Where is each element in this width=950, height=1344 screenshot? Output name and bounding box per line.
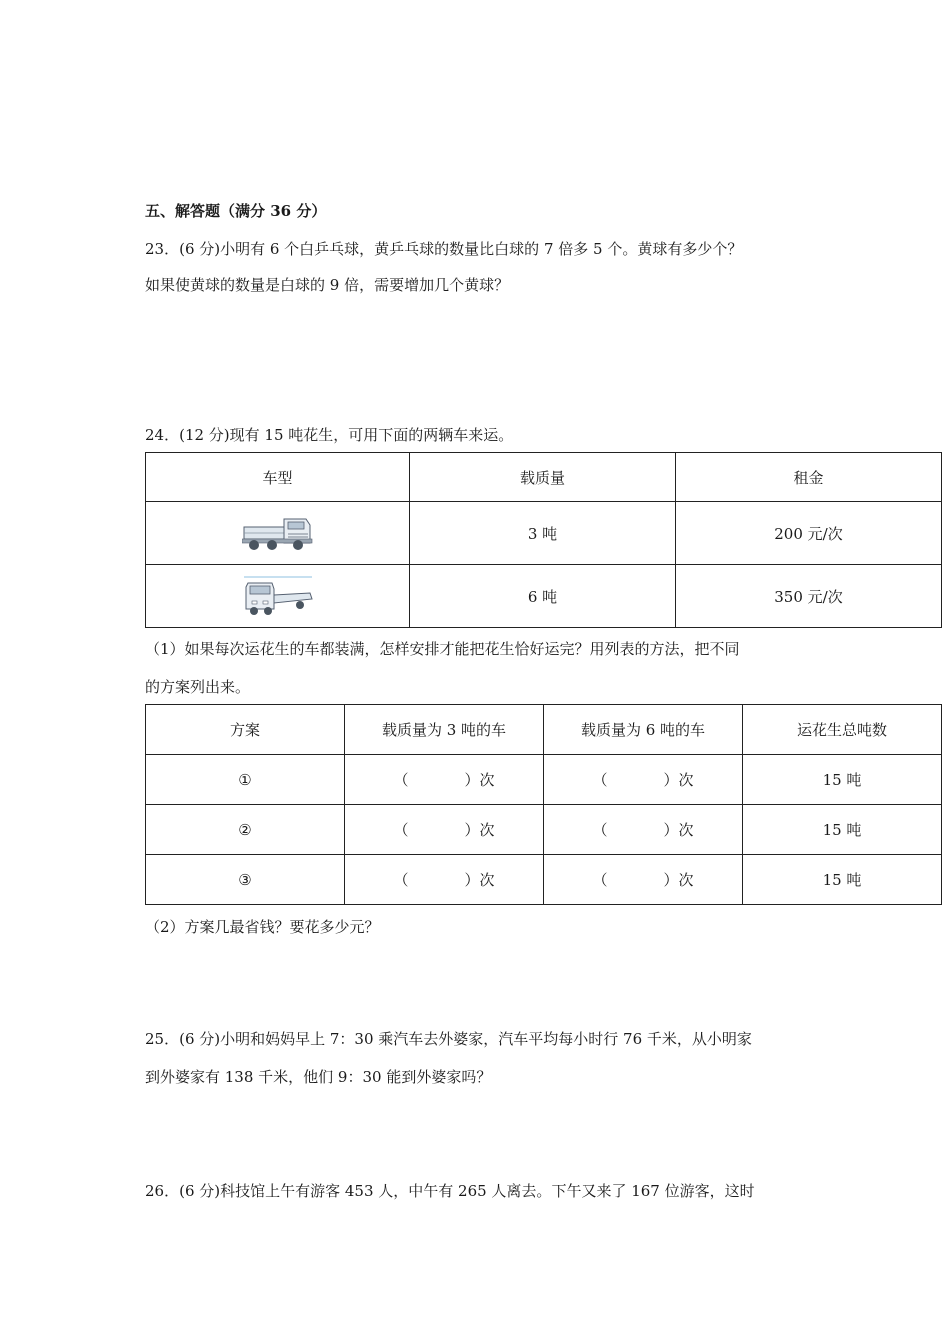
truck-cell [146,565,410,628]
paren-open: （ [393,821,409,839]
rent-cell: 200 元/次 [676,502,942,565]
paren-open: （ [592,771,608,789]
header-cell: 方案 [146,705,345,755]
truck-cell [146,502,410,565]
total-cell: 15 吨 [743,755,942,805]
rent-cell: 350 元/次 [676,565,942,628]
truck-large-icon [242,513,314,553]
q26-line1: 26．(6 分)科技馆上午有游客 453 人，中午有 265 人离去。下午又来了 167 位游客，这时 [145,1182,755,1200]
blank-cell-3t[interactable] [345,855,544,905]
paren-open: （ [592,871,608,889]
q24-intro: 24．(12 分)现有 15 吨花生，可用下面的两辆车来运。 [145,426,514,444]
header-cell: 车型 [146,453,410,502]
blank-cell-3t[interactable] [345,755,544,805]
paren-close: ）次 [663,821,694,839]
header-cell: 载质量为 3 吨的车 [345,705,544,755]
paren-close: ）次 [464,821,495,839]
q25-line1: 25．(6 分)小明和妈妈早上 7：30 乘汽车去外婆家，汽车平均每小时行 76 千米，从小明家 [145,1030,752,1048]
header-cell: 载质量为 6 吨的车 [544,705,743,755]
table-header-row [146,705,942,755]
q24-part1-line1: （1）如果每次运花生的车都装满，怎样安排才能把花生恰好运完？用列表的方法，把不同 [145,640,740,658]
paren-close: ）次 [464,871,495,889]
paren-close: ）次 [663,771,694,789]
q23-line1: 23．(6 分)小明有 6 个白乒乓球，黄乒乓球的数量比白球的 7 倍多 5 个。黄球有多少个？ [145,240,743,258]
capacity-cell: 3 吨 [410,502,676,565]
header-cell: 租金 [676,453,942,502]
header-cell: 运花生总吨数 [743,705,942,755]
total-cell: 15 吨 [743,855,942,905]
capacity-cell: 6 吨 [410,565,676,628]
blank-cell-6t[interactable] [544,805,743,855]
table-row [146,805,942,855]
plan-cell: ③ [146,855,345,905]
total-cell: 15 吨 [743,805,942,855]
table-row [146,565,942,628]
paren-open: （ [393,871,409,889]
paren-open: （ [393,771,409,789]
blank-cell-6t[interactable] [544,755,743,805]
q24-part2: （2）方案几最省钱？要花多少元？ [145,918,380,936]
plan-table [145,704,942,905]
q25-line2: 到外婆家有 138 千米，他们 9：30 能到外婆家吗？ [145,1068,492,1086]
paren-close: ）次 [464,771,495,789]
table-row [146,755,942,805]
paren-close: ）次 [663,871,694,889]
table-header-row [146,453,942,502]
truck-table [145,452,942,628]
plan-cell: ② [146,805,345,855]
q23-line2: 如果使黄球的数量是白球的 9 倍，需要增加几个黄球？ [145,276,510,294]
q24-part1-line2: 的方案列出来。 [145,678,251,696]
header-cell: 载质量 [410,453,676,502]
table-row [146,502,942,565]
plan-cell: ① [146,755,345,805]
blank-cell-3t[interactable] [345,805,544,855]
table-row [146,855,942,905]
paren-open: （ [592,821,608,839]
blank-cell-6t[interactable] [544,855,743,905]
truck-small-icon [242,575,314,617]
section-title: 五、解答题（满分 36 分） [145,202,327,220]
